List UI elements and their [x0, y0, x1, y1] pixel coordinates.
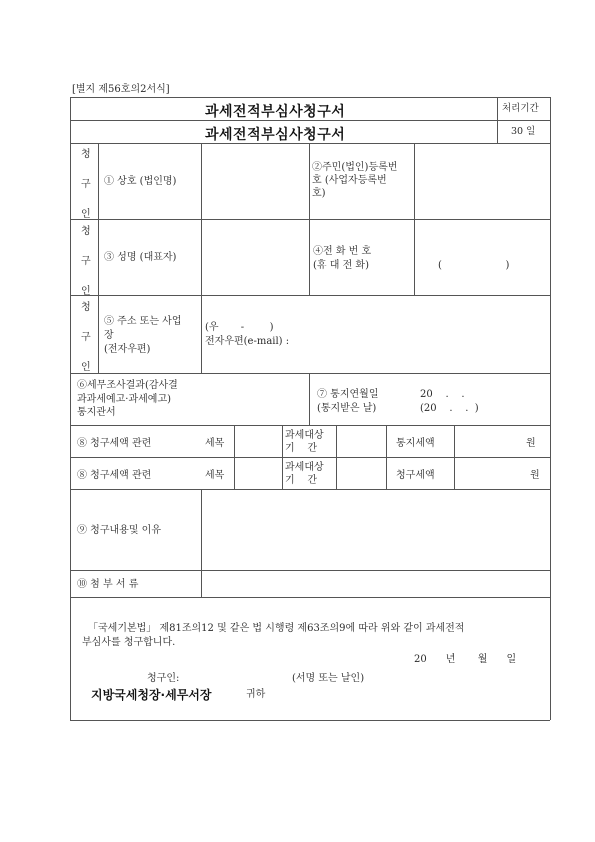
attachments-field[interactable] — [202, 571, 549, 596]
address-field[interactable] — [202, 296, 549, 372]
registration-number-label: ②주민(법인)등록번 호 (사업자등록번 호) — [312, 162, 398, 199]
notice-date-value[interactable]: 20 . . (20 . . ) — [420, 389, 479, 414]
claimed-tax-amount-field[interactable] — [455, 458, 525, 488]
claimed-tax-amount-label: 청구세액 — [396, 470, 435, 481]
representative-field[interactable] — [202, 220, 308, 294]
notified-tax-row-label: ⑧ 청구세액 관련 — [77, 438, 152, 449]
notice-date-label: ⑦ 통지연월일 (통지받은 날) — [317, 389, 379, 414]
representative-label: ③ 성명 (대표자) — [104, 252, 177, 263]
registration-number-field[interactable] — [415, 144, 549, 218]
notified-tax-amount-label: 통지세액 — [396, 438, 435, 449]
sign-or-seal-label: (서명 또는 날인) — [292, 673, 365, 684]
processing-period-value: 30 일 — [511, 126, 536, 137]
claimant-signature-label: 청구인: — [147, 673, 180, 684]
claimant-signature-field[interactable] — [186, 668, 286, 686]
declaration-date[interactable]: 20 년 월 일 — [414, 654, 517, 665]
form-number-tag: [별지 제56호의2서식] — [72, 84, 170, 95]
tax-item-label: 세목 — [205, 438, 225, 449]
claimed-tax-row-label: ⑧ 청구세액 관련 — [77, 470, 152, 481]
table-border-top — [70, 97, 550, 98]
notice-office-label: ⑥세무조사결과(감사결 과과세예고·과세예고) 통지관서 — [77, 380, 178, 418]
recipient-office: 지방국세청장·세무서장 — [91, 688, 212, 702]
notified-tax-amount-field[interactable] — [455, 426, 521, 456]
processing-period-label: 처리기간 — [502, 103, 539, 114]
taxable-period-label: 과세대상 기 간 — [285, 462, 324, 486]
business-name-label: ① 상호 (법인명) — [104, 176, 177, 187]
claim-reason-label: ⑨ 청구내용및 이유 — [77, 525, 161, 536]
form-title: 과세전적부심사청구서 — [205, 104, 346, 120]
declaration-text-line1: 「국세기본법」 제81조의12 및 같은 법 시행령 제63조의9에 따라 위와 같이 과세전적 — [88, 623, 465, 634]
tax-item-field[interactable] — [235, 458, 281, 488]
mobile-phone-value: ( ) — [438, 260, 510, 271]
claimant-side-label-1: 청 구 인 — [81, 149, 91, 220]
claimant-side-label-3: 청 구 인 — [81, 302, 91, 373]
phone-label: ④전 화 번 호 (휴 대 전 화) — [313, 246, 372, 271]
taxable-period-label: 과세대상 기 간 — [285, 430, 324, 454]
table-border-right — [550, 97, 551, 720]
declaration-text-line2: 부심사를 청구합니다. — [82, 637, 176, 648]
tax-item-label: 세목 — [205, 470, 225, 481]
table-border-left — [70, 97, 71, 720]
notice-office-field[interactable] — [202, 374, 308, 424]
postal-code-value: (우 - ) — [205, 322, 274, 333]
address-label: ⑤ 주소 또는 사업 장 (전자우편) — [104, 316, 182, 355]
phone-field[interactable] — [415, 220, 549, 294]
table-border-bottom — [70, 720, 550, 721]
taxable-period-field[interactable] — [337, 458, 385, 488]
email-label: 전자우편(e-mail) : — [205, 336, 290, 347]
tax-item-field[interactable] — [235, 426, 281, 456]
notified-tax-unit: 원 — [526, 438, 536, 449]
claimed-tax-unit: 원 — [530, 470, 540, 481]
taxable-period-field[interactable] — [337, 426, 385, 456]
recipient-suffix: 귀하 — [246, 689, 266, 700]
form-title-repeat: 과세전적부심사청구서 — [205, 127, 346, 143]
claim-reason-field[interactable] — [202, 490, 549, 569]
business-name-field[interactable] — [202, 144, 308, 218]
claimant-side-label-2: 청 구 인 — [81, 226, 91, 297]
attachments-label: ⑩ 첨 부 서 류 — [77, 579, 139, 590]
